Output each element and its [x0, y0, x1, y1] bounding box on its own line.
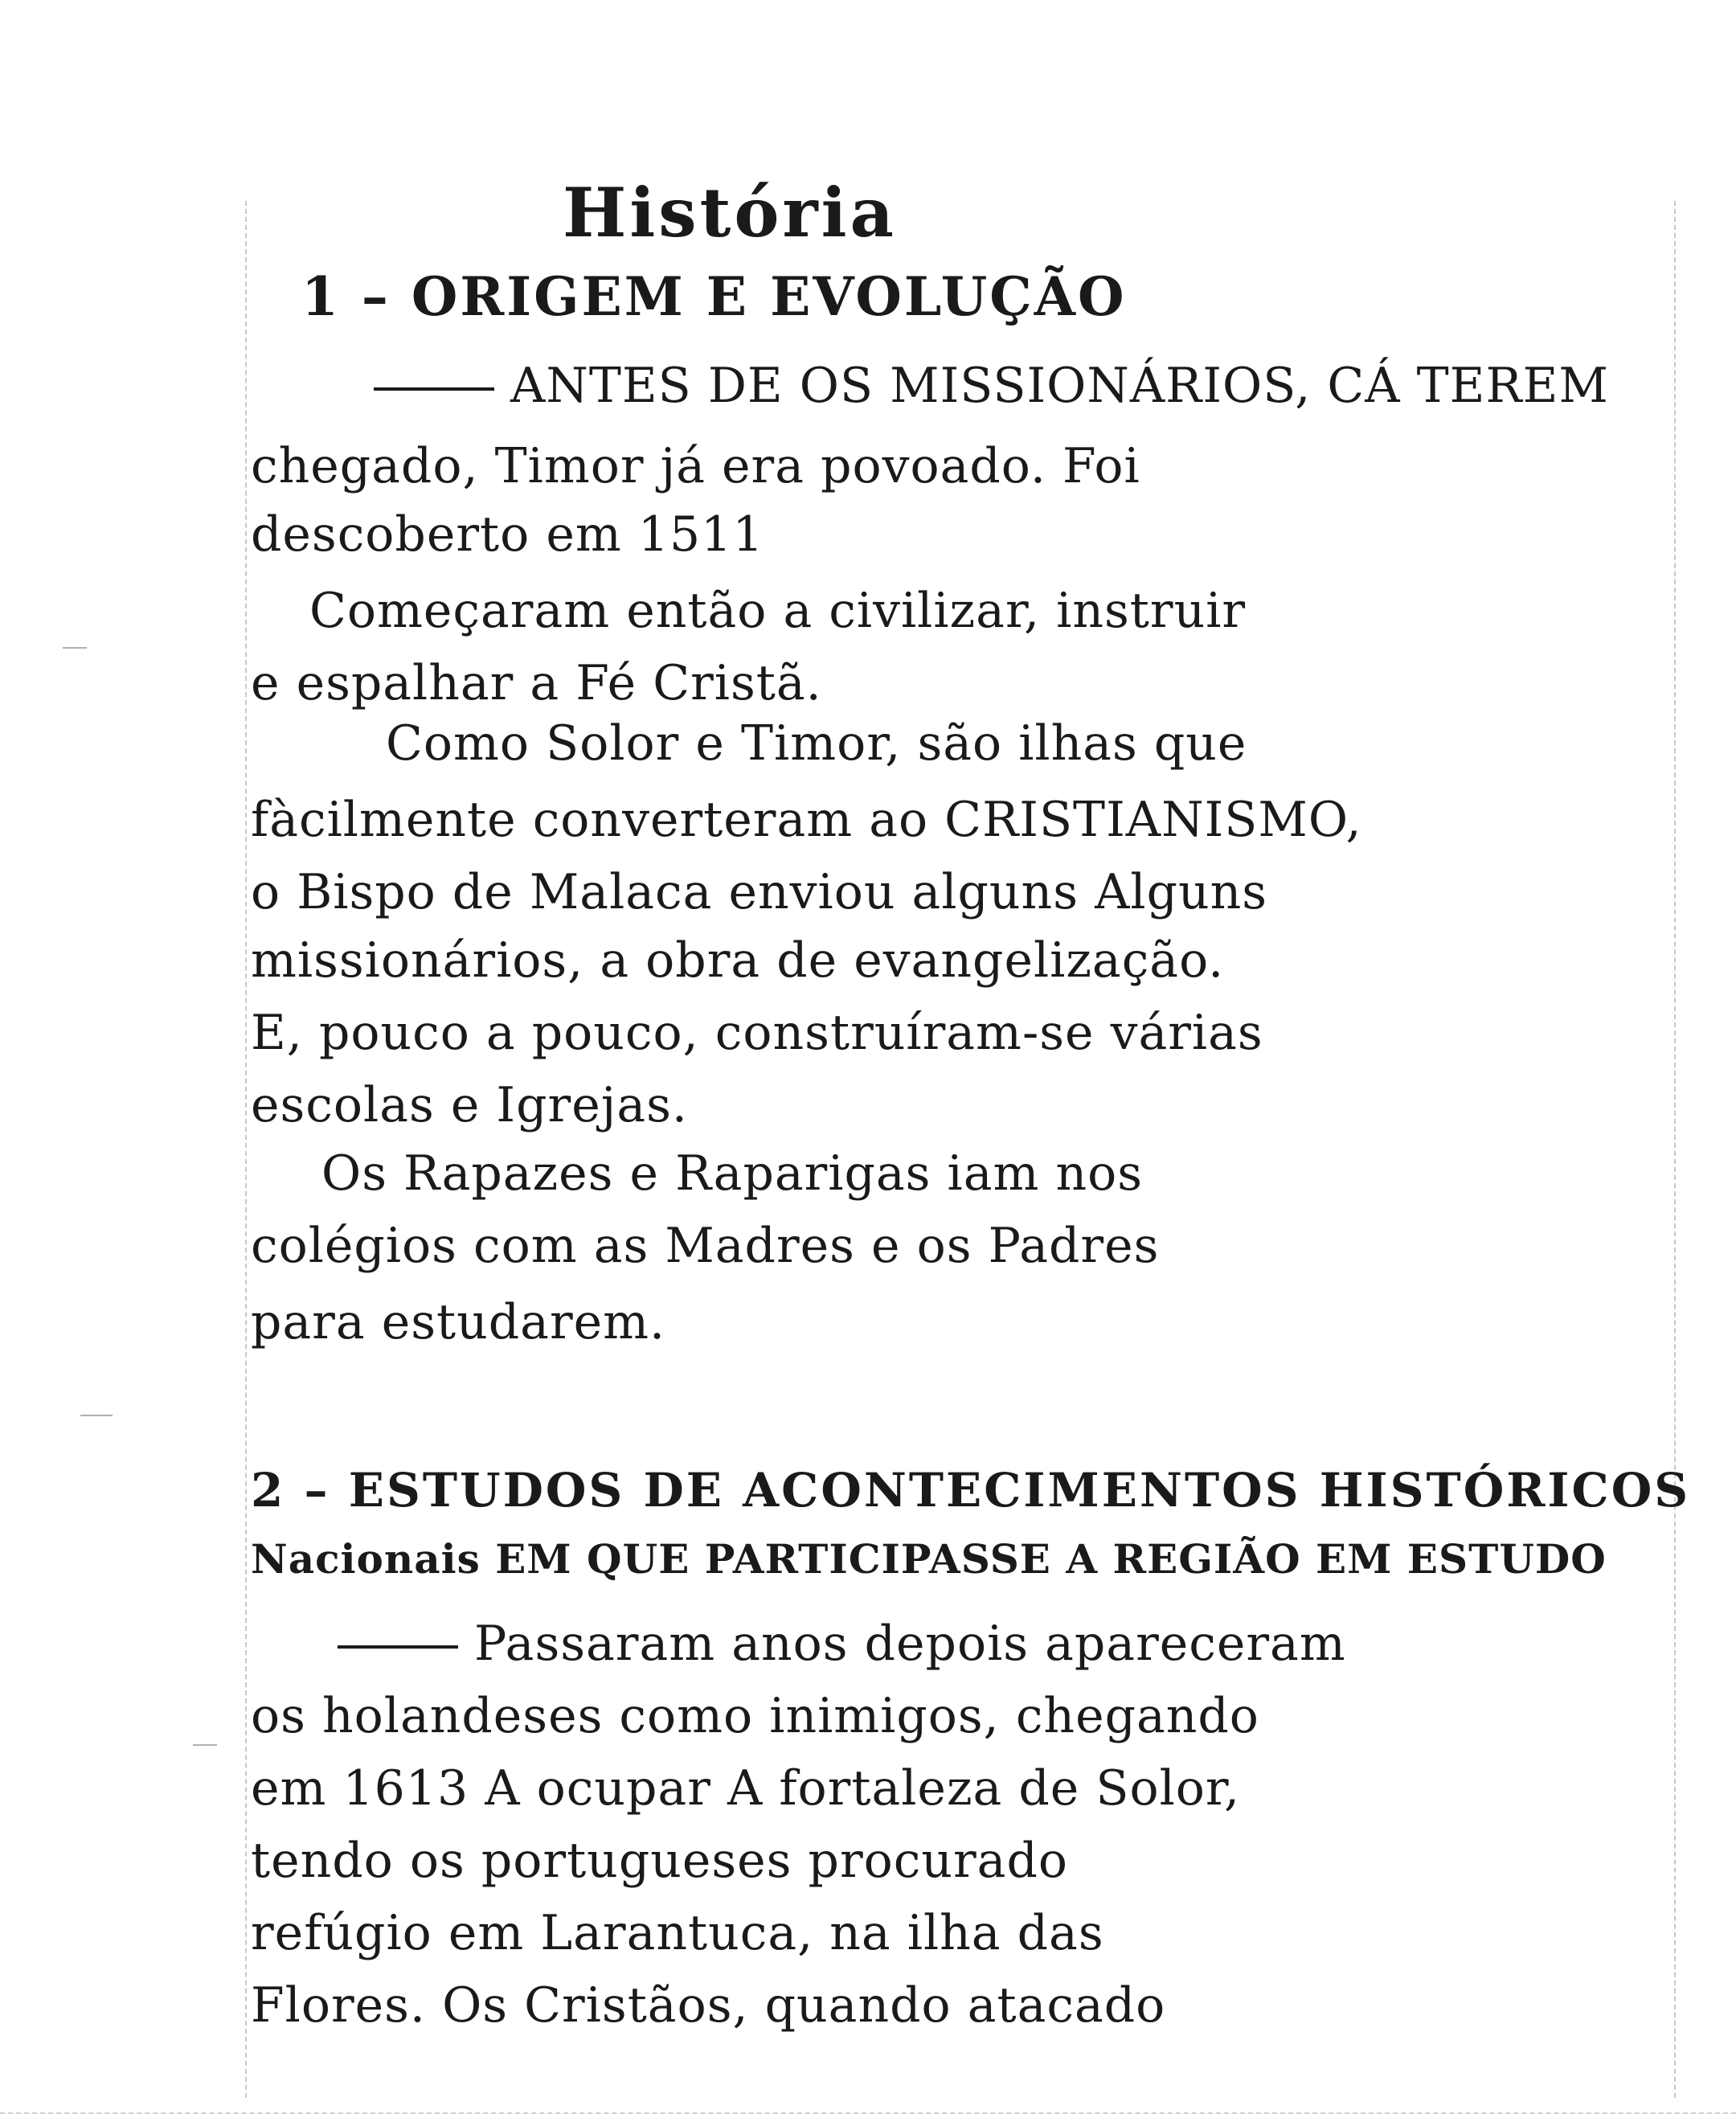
scan-mark — [193, 1744, 217, 1746]
section-1-line: chegado, Timor já era povoado. Foi — [251, 438, 1140, 494]
dash-mark — [374, 387, 494, 391]
section-1-line: fàcilmente converteram ao CRISTIANISMO, — [251, 792, 1362, 848]
section-1-line: descoberto em 1511 — [251, 506, 764, 563]
section-2-line: tendo os portugueses procurado — [251, 1833, 1068, 1889]
section-1-heading: 1 – ORIGEM E EVOLUÇÃO — [301, 265, 1127, 328]
section-2-line: refúgio em Larantuca, na ilha das — [251, 1905, 1104, 1961]
section-2-heading-line-2: Nacionais EM QUE PARTICIPASSE A REGIÃO EM ESTUDO — [251, 1535, 1607, 1583]
section-1-line: colégios com as Madres e os Padres — [251, 1218, 1160, 1274]
section-1-line: escolas e Igrejas. — [251, 1077, 688, 1133]
section-1-line: E, pouco a pouco, construíram-se várias — [251, 1005, 1263, 1061]
section-1-line: Começaram então a civilizar, instruir — [309, 583, 1247, 639]
section-1-line: para estudarem. — [251, 1294, 666, 1350]
section-1-line: e espalhar a Fé Cristã. — [251, 655, 822, 711]
section-2-line: os holandeses como inimigos, chegando — [251, 1688, 1259, 1744]
scan-mark — [63, 647, 87, 649]
section-2-line: em 1613 A ocupar A fortaleza de Solor, — [251, 1760, 1241, 1817]
left-margin-line — [245, 201, 247, 2098]
section-2-heading-line-1: 2 – ESTUDOS DE ACONTECIMENTOS HISTÓRICOS — [251, 1463, 1691, 1518]
page-title: História — [563, 173, 897, 252]
scan-mark — [80, 1415, 113, 1416]
section-1-line: missionários, a obra de evangelização. — [251, 932, 1225, 989]
section-2-line: Flores. Os Cristãos, quando atacado — [251, 1977, 1166, 2034]
right-margin-line — [1674, 201, 1676, 2098]
dash-mark — [338, 1645, 458, 1649]
section-2-line: Passaram anos depois apareceram — [338, 1616, 1346, 1672]
section-1-line: Como Solor e Timor, são ilhas que — [386, 715, 1247, 772]
section-1-line: Os Rapazes e Raparigas iam nos — [321, 1145, 1144, 1202]
bottom-edge-line — [0, 2112, 1736, 2114]
section-1-line: o Bispo de Malaca enviou alguns Alguns — [251, 864, 1268, 920]
section-1-line: ANTES DE OS MISSIONÁRIOS, CÁ TEREM — [374, 358, 1609, 414]
